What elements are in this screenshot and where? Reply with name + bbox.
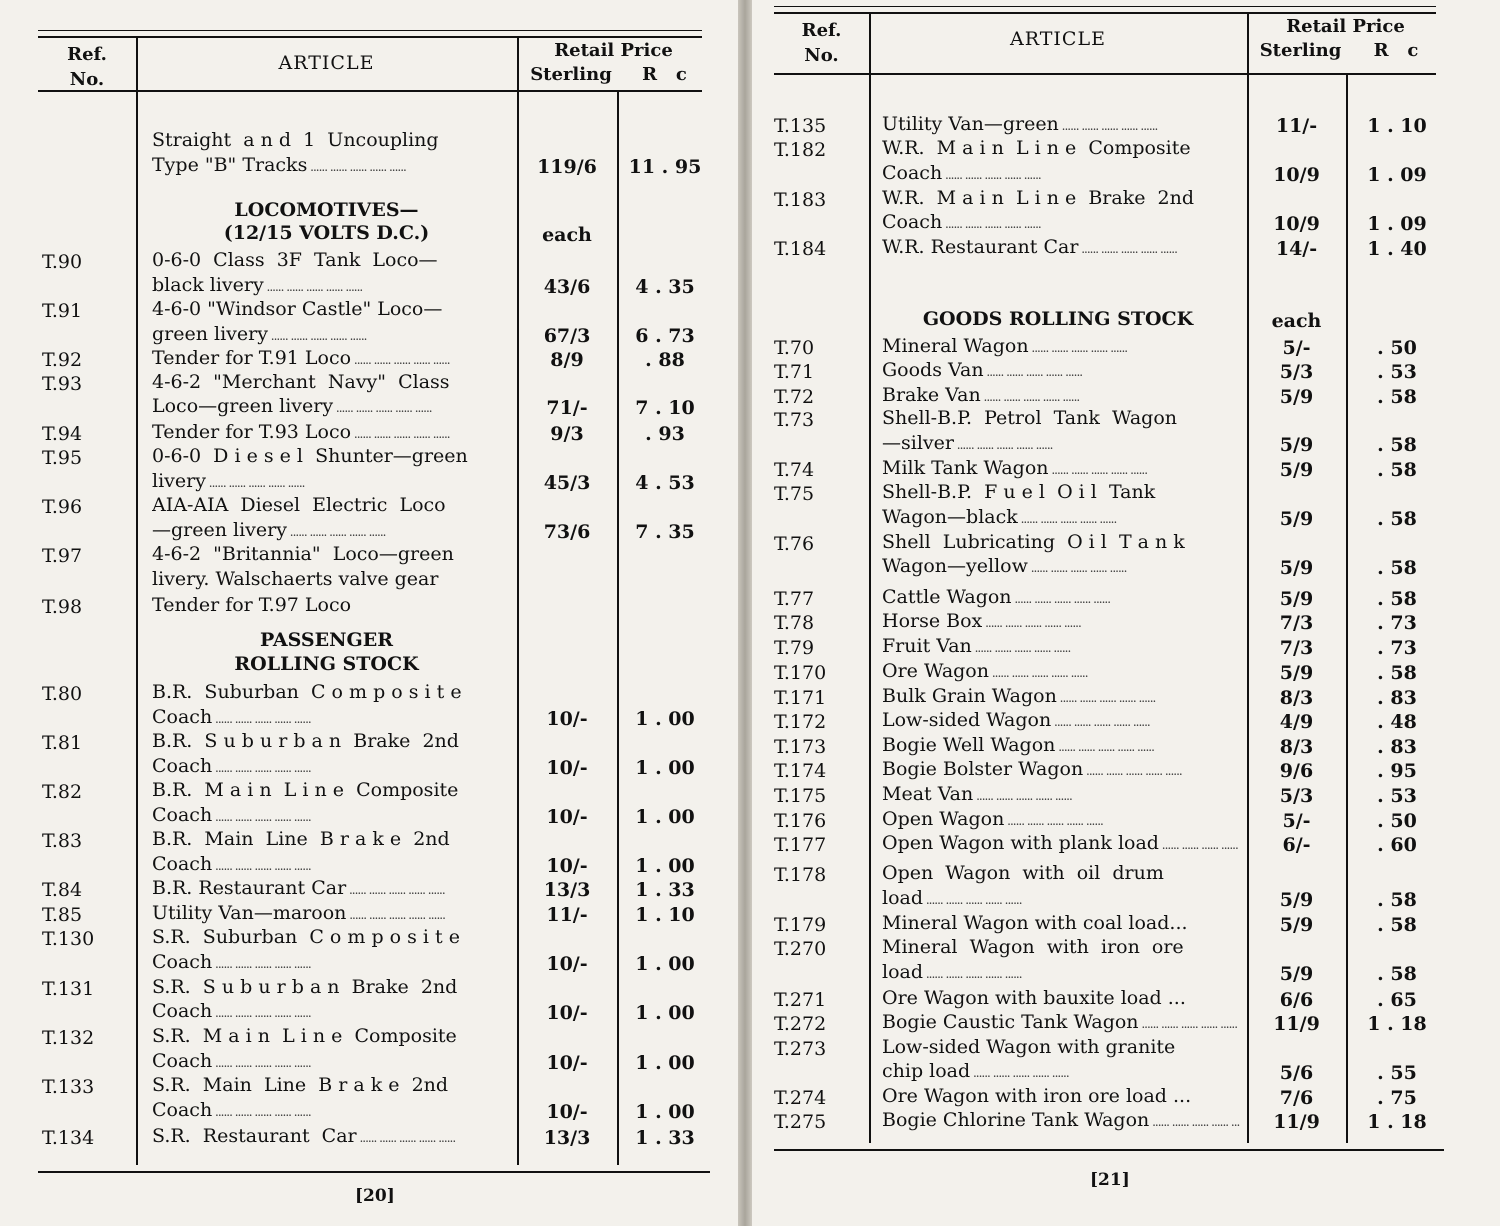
left-ref-no: T.133 xyxy=(42,1076,95,1098)
right-ref-no: T.270 xyxy=(774,938,827,960)
left-article-text: Utility Van—maroon ..... xyxy=(152,901,507,927)
right-price-rand-cents: . 48 xyxy=(1377,711,1417,733)
right-price-rand-cents: . 58 xyxy=(1377,662,1417,684)
right-article-text: Ore Wagon with bauxite load ... xyxy=(882,987,1186,1009)
right-price-sterling: 9/6 xyxy=(1279,760,1314,782)
right-price-rand-cents: . 58 xyxy=(1377,508,1417,530)
right-header-ref-line2: No. xyxy=(804,45,839,66)
right-ref-no: T.274 xyxy=(774,1087,827,1109)
left-ref-no: T.85 xyxy=(42,904,83,926)
left-price-rand-cents: 11 . 95 xyxy=(628,156,702,178)
left-price-sterling: 9/3 xyxy=(550,423,584,445)
right-price-rand-cents: . 75 xyxy=(1377,1087,1417,1109)
left-price-sterling: 10/- xyxy=(546,1101,588,1123)
left-article-text: B.R. S u b u r b a n Brake 2nd xyxy=(152,730,459,752)
left-ref-no: T.82 xyxy=(42,781,83,803)
right-ref-no: T.74 xyxy=(774,459,815,481)
left-article-text: Coach ..... xyxy=(152,950,507,976)
right-ref-no: T.77 xyxy=(774,588,815,610)
left-ref-no: T.132 xyxy=(42,1027,95,1049)
right-article-text: Ore Wagon with iron ore load ... xyxy=(882,1085,1192,1107)
right-ref-no: T.183 xyxy=(774,189,827,211)
right-ref-no: T.72 xyxy=(774,386,815,408)
left-article-text: S.R. Restaurant Car ..... xyxy=(152,1124,507,1150)
right-price-sterling: 5/6 xyxy=(1279,1062,1314,1084)
left-column-rule-2 xyxy=(517,36,519,1165)
left-article-text: Coach ..... xyxy=(152,999,507,1025)
right-article-text: —silver ..... xyxy=(882,431,1240,457)
left-article-text: S.R. M a i n L i n e Composite xyxy=(152,1025,457,1047)
right-article-text: Mineral Wagon with coal load... xyxy=(882,912,1188,934)
left-article-text: Coach ..... xyxy=(152,852,507,878)
right-header-ref-line1: Ref. xyxy=(801,20,842,41)
left-price-sterling: 13/3 xyxy=(543,879,591,901)
left-article-text: —green livery ..... xyxy=(152,518,507,544)
left-price-rand-cents: 1 . 00 xyxy=(635,855,695,877)
right-price-rand-cents: . 73 xyxy=(1377,637,1417,659)
left-price-rand-cents: 4 . 35 xyxy=(635,276,695,298)
right-ref-no: T.75 xyxy=(774,483,815,505)
left-article-text: Tender for T.91 Loco ..... xyxy=(152,346,507,372)
left-section-title: (12/15 VOLTS D.C.) xyxy=(223,222,430,244)
right-price-rand-cents: . 58 xyxy=(1377,557,1417,579)
right-ref-no: T.71 xyxy=(774,361,815,383)
right-top-rule-thin xyxy=(774,6,1436,7)
right-price-sterling: 7/3 xyxy=(1279,612,1314,634)
right-ref-no: T.271 xyxy=(774,989,827,1011)
left-page-number: [20] xyxy=(355,1186,395,1206)
left-page xyxy=(0,0,738,1226)
right-header-rc: R c xyxy=(1373,40,1419,61)
left-price-sterling: 43/6 xyxy=(543,276,591,298)
right-article-text: Low-sided Wagon ..... xyxy=(882,708,1240,734)
left-price-rand-cents: 1 . 33 xyxy=(635,879,695,901)
left-article-text: B.R. Main Line B r a k e 2nd xyxy=(152,828,450,850)
right-header-ref xyxy=(774,18,869,68)
right-article-text: Low-sided Wagon with granite xyxy=(882,1036,1176,1058)
right-price-sterling: 5/9 xyxy=(1279,508,1314,530)
left-price-sterling: 67/3 xyxy=(543,325,591,347)
right-ref-no: T.272 xyxy=(774,1013,827,1035)
right-price-rand-cents: . 58 xyxy=(1377,588,1417,610)
right-price-sterling: 7/6 xyxy=(1279,1087,1314,1109)
right-price-sterling: 11/9 xyxy=(1273,1013,1320,1035)
right-ref-no: T.177 xyxy=(774,834,827,856)
right-price-sterling: 11/- xyxy=(1275,115,1318,137)
left-ref-no: T.131 xyxy=(42,978,95,1000)
left-price-sterling: 10/- xyxy=(546,806,588,828)
left-price-sterling: 73/6 xyxy=(543,521,591,543)
right-price-rand-cents: . 58 xyxy=(1377,963,1417,985)
right-article-text: Goods Van ..... xyxy=(882,358,1240,384)
right-price-sterling: 5/3 xyxy=(1279,361,1314,383)
right-price-rand-cents: . 58 xyxy=(1377,889,1417,911)
right-price-rand-cents: . 58 xyxy=(1377,914,1417,936)
left-article-text: Coach ..... xyxy=(152,754,507,780)
left-ref-no: T.97 xyxy=(42,545,83,567)
left-article-text: S.R. Main Line B r a k e 2nd xyxy=(152,1074,449,1096)
right-column-rule-3 xyxy=(1346,73,1348,1143)
left-price-sterling: 8/9 xyxy=(550,349,584,371)
right-article-text: Milk Tank Wagon ..... xyxy=(882,456,1240,482)
right-article-text: chip load ..... xyxy=(882,1059,1240,1085)
right-price-sterling: 8/3 xyxy=(1279,736,1314,758)
right-article-text: Shell-B.P. F u e l O i l Tank xyxy=(882,481,1156,503)
left-article-text: Loco—green livery ..... xyxy=(152,394,507,420)
right-ref-no: T.135 xyxy=(774,115,827,137)
right-article-text: Wagon—yellow ..... xyxy=(882,554,1240,580)
right-article-text: Meat Van ..... xyxy=(882,782,1240,808)
right-ref-no: T.76 xyxy=(774,533,815,555)
left-price-sterling: 10/- xyxy=(546,757,588,779)
right-article-text: Shell Lubricating O i l T a n k xyxy=(882,531,1185,553)
left-article-text: B.R. Restaurant Car ..... xyxy=(152,876,507,902)
right-price-rand-cents: . 58 xyxy=(1377,386,1417,408)
right-ref-no: T.179 xyxy=(774,914,827,936)
left-price-rand-cents: 1 . 10 xyxy=(635,904,695,926)
left-header-ref xyxy=(38,42,136,92)
right-article-text: Mineral Wagon with iron ore xyxy=(882,936,1184,958)
left-price-rand-cents: 1 . 00 xyxy=(635,953,695,975)
right-price-sterling: 7/3 xyxy=(1279,637,1314,659)
right-ref-no: T.70 xyxy=(774,337,815,359)
book-gutter xyxy=(738,0,752,1226)
left-header-ref-line1: Ref. xyxy=(67,44,107,65)
right-price-rand-cents: . 65 xyxy=(1377,989,1417,1011)
right-article-text: Open Wagon with oil drum xyxy=(882,862,1164,884)
right-article-text: Shell-B.P. Petrol Tank Wagon xyxy=(882,407,1178,429)
left-top-rule-thin xyxy=(38,30,702,31)
left-price-rand-cents: 1 . 33 xyxy=(635,1127,695,1149)
right-price-sterling: 5/9 xyxy=(1279,459,1314,481)
right-ref-no: T.175 xyxy=(774,785,827,807)
left-price-rand-cents: 4 . 53 xyxy=(635,472,695,494)
right-price-sterling: 10/9 xyxy=(1273,213,1320,235)
left-price-rand-cents: 1 . 00 xyxy=(635,1101,695,1123)
right-article-text: Open Wagon with plank load ..... xyxy=(882,831,1240,857)
right-price-rand-cents: 1 . 10 xyxy=(1367,115,1427,137)
right-price-rand-cents: 1 . 40 xyxy=(1367,238,1427,260)
left-price-rand-cents: 7 . 35 xyxy=(635,521,695,543)
left-ref-no: T.84 xyxy=(42,879,83,901)
left-section-title: ROLLING STOCK xyxy=(234,653,419,675)
left-article-text: 4-6-2 "Britannia" Loco—green xyxy=(152,543,454,565)
left-price-sterling: 45/3 xyxy=(543,472,591,494)
right-ref-no: T.79 xyxy=(774,637,815,659)
left-price-sterling: each xyxy=(542,224,592,246)
left-article-text: Coach ..... xyxy=(152,803,507,829)
right-price-sterling: 5/9 xyxy=(1279,914,1314,936)
right-ref-no: T.178 xyxy=(774,864,827,886)
right-article-text: W.R. M a i n L i n e Composite xyxy=(882,137,1191,159)
left-price-sterling: 10/- xyxy=(546,1002,588,1024)
right-article-text: Ore Wagon ..... xyxy=(882,659,1240,685)
left-price-sterling: 119/6 xyxy=(537,156,597,178)
right-price-sterling: 5/9 xyxy=(1279,963,1314,985)
right-ref-no: T.173 xyxy=(774,736,827,758)
right-article-text: load ..... xyxy=(882,886,1240,912)
right-ref-no: T.172 xyxy=(774,711,827,733)
right-article-text: Brake Van ..... xyxy=(882,383,1240,409)
right-price-sterling: 14/- xyxy=(1275,238,1318,260)
left-header-article: ARTICLE xyxy=(278,52,375,74)
left-price-rand-cents: 6 . 73 xyxy=(635,325,695,347)
right-price-sterling: 6/- xyxy=(1282,834,1311,856)
right-article-text: load ..... xyxy=(882,960,1240,986)
left-section-title: LOCOMOTIVES— xyxy=(234,199,419,221)
right-ref-no: T.73 xyxy=(774,409,815,431)
right-ref-no: T.176 xyxy=(774,810,827,832)
right-article-text: Mineral Wagon ..... xyxy=(882,334,1240,360)
left-ref-no: T.83 xyxy=(42,830,83,852)
right-price-sterling: 5/9 xyxy=(1279,662,1314,684)
right-article-text: Cattle Wagon ..... xyxy=(882,585,1240,611)
left-article-text: Coach ..... xyxy=(152,1098,507,1124)
left-article-text: Straight a n d 1 Uncoupling xyxy=(152,129,439,151)
right-article-text: Bogie Bolster Wagon ..... xyxy=(882,757,1240,783)
left-article-text: 4-6-2 "Merchant Navy" Class xyxy=(152,371,450,393)
right-ref-no: T.273 xyxy=(774,1038,827,1060)
right-article-text: Utility Van—green ..... xyxy=(882,112,1240,138)
left-article-text: S.R. Suburban C o m p o s i t e xyxy=(152,926,460,948)
right-article-text: Bogie Well Wagon ..... xyxy=(882,733,1240,759)
right-ref-no: T.78 xyxy=(774,612,815,634)
right-header-article: ARTICLE xyxy=(1010,28,1106,50)
right-price-sterling: 5/9 xyxy=(1279,557,1314,579)
left-price-rand-cents: 1 . 00 xyxy=(635,757,695,779)
left-article-text: 4-6-0 "Windsor Castle" Loco— xyxy=(152,298,443,320)
left-price-sterling: 10/- xyxy=(546,1052,588,1074)
left-article-text: livery ..... xyxy=(152,469,507,495)
left-article-text: green livery ..... xyxy=(152,322,507,348)
right-price-rand-cents: . 60 xyxy=(1377,834,1417,856)
right-price-rand-cents: . 83 xyxy=(1377,736,1417,758)
right-ref-no: T.275 xyxy=(774,1111,827,1133)
right-page xyxy=(752,0,1500,1226)
right-price-rand-cents: . 58 xyxy=(1377,459,1417,481)
left-header-ref-line2: No. xyxy=(69,69,105,90)
left-price-sterling: 13/3 xyxy=(543,1127,591,1149)
left-article-text: 0-6-0 Class 3F Tank Loco— xyxy=(152,249,438,271)
right-price-rand-cents: . 55 xyxy=(1377,1062,1417,1084)
left-ref-no: T.92 xyxy=(42,349,83,371)
right-price-sterling: 4/9 xyxy=(1279,711,1314,733)
right-price-rand-cents: . 50 xyxy=(1377,337,1417,359)
right-ref-no: T.174 xyxy=(774,760,827,782)
right-article-text: W.R. M a i n L i n e Brake 2nd xyxy=(882,187,1195,209)
left-article-text: B.R. M a i n L i n e Composite xyxy=(152,779,459,801)
left-article-text: Coach ..... xyxy=(152,705,507,731)
right-bottom-rule xyxy=(774,1149,1444,1151)
left-article-text: Type "B" Tracks ..... xyxy=(152,153,507,179)
left-header-rc: R c xyxy=(642,64,687,85)
right-price-rand-cents: . 53 xyxy=(1377,785,1417,807)
left-ref-no: T.130 xyxy=(42,928,95,950)
left-header-sterling: Sterling xyxy=(530,64,612,85)
right-price-sterling: 5/9 xyxy=(1279,889,1314,911)
left-ref-no: T.91 xyxy=(42,300,83,322)
left-price-rand-cents: 1 . 00 xyxy=(635,1002,695,1024)
left-article-text: Tender for T.97 Loco xyxy=(152,594,352,616)
left-header-retail-price: Retail Price xyxy=(554,40,673,61)
left-price-rand-cents: 1 . 00 xyxy=(635,1052,695,1074)
right-price-rand-cents: . 83 xyxy=(1377,687,1417,709)
right-price-rand-cents: . 58 xyxy=(1377,434,1417,456)
right-price-rand-cents: 1 . 09 xyxy=(1367,213,1427,235)
right-article-text: Coach ..... xyxy=(882,210,1240,236)
right-ref-no: T.171 xyxy=(774,687,827,709)
right-price-sterling: 5/9 xyxy=(1279,434,1314,456)
left-price-sterling: 11/- xyxy=(546,904,588,926)
right-article-text: Bulk Grain Wagon ..... xyxy=(882,684,1240,710)
left-article-text: 0-6-0 D i e s e l Shunter—green xyxy=(152,445,468,467)
right-price-rand-cents: 1 . 18 xyxy=(1367,1013,1427,1035)
right-price-sterling: 8/3 xyxy=(1279,687,1314,709)
right-price-sterling: 5/3 xyxy=(1279,785,1314,807)
left-price-rand-cents: . 93 xyxy=(645,423,685,445)
left-price-sterling: 71/- xyxy=(546,397,588,419)
left-price-sterling: 10/- xyxy=(546,708,588,730)
left-ref-no: T.134 xyxy=(42,1127,95,1149)
right-column-rule-1 xyxy=(869,12,871,1143)
right-price-sterling: 5/9 xyxy=(1279,588,1314,610)
right-article-text: Bogie Caustic Tank Wagon ..... xyxy=(882,1010,1240,1036)
left-price-sterling: 10/- xyxy=(546,953,588,975)
right-article-text: Open Wagon ..... xyxy=(882,807,1240,833)
left-article-text: Coach ..... xyxy=(152,1049,507,1075)
left-price-rand-cents: 1 . 00 xyxy=(635,708,695,730)
left-price-sterling: 10/- xyxy=(546,855,588,877)
left-price-rand-cents: . 88 xyxy=(645,349,685,371)
right-price-rand-cents: 1 . 18 xyxy=(1367,1111,1427,1133)
right-ref-no: T.184 xyxy=(774,238,827,260)
left-ref-no: T.80 xyxy=(42,683,83,705)
left-ref-no: T.81 xyxy=(42,732,83,754)
left-article-text: S.R. S u b u r b a n Brake 2nd xyxy=(152,976,458,998)
right-article-text: Bogie Chlorine Tank Wagon ..... xyxy=(882,1108,1240,1134)
left-ref-no: T.98 xyxy=(42,596,83,618)
left-article-text: black livery ..... xyxy=(152,273,507,299)
left-ref-no: T.94 xyxy=(42,423,83,445)
right-price-rand-cents: . 53 xyxy=(1377,361,1417,383)
right-price-sterling: each xyxy=(1271,310,1322,332)
right-ref-no: T.182 xyxy=(774,139,827,161)
left-ref-no: T.93 xyxy=(42,373,83,395)
left-price-rand-cents: 7 . 10 xyxy=(635,397,695,419)
right-price-rand-cents: . 73 xyxy=(1377,612,1417,634)
left-price-rand-cents: 1 . 00 xyxy=(635,806,695,828)
left-article-text: livery. Walschaerts valve gear xyxy=(152,568,439,590)
left-article-text: AIA-AIA Diesel Electric Loco xyxy=(152,494,446,516)
right-header-rule xyxy=(774,73,1436,75)
right-article-text: Wagon—black ..... xyxy=(882,505,1240,531)
right-price-sterling: 5/- xyxy=(1282,810,1311,832)
right-price-sterling: 10/9 xyxy=(1273,164,1320,186)
left-column-rule-3 xyxy=(617,90,619,1165)
right-price-sterling: 11/9 xyxy=(1273,1111,1320,1133)
right-article-text: Fruit Van ..... xyxy=(882,634,1240,660)
right-section-title: GOODS ROLLING STOCK xyxy=(922,308,1194,330)
left-bottom-rule xyxy=(38,1171,710,1173)
left-article-text: Tender for T.93 Loco ..... xyxy=(152,420,507,446)
left-ref-no: T.96 xyxy=(42,496,83,518)
left-ref-no: T.95 xyxy=(42,447,83,469)
right-article-text: W.R. Restaurant Car ..... xyxy=(882,235,1240,261)
left-ref-no: T.90 xyxy=(42,251,83,273)
left-article-text: B.R. Suburban C o m p o s i t e xyxy=(152,681,462,703)
right-price-sterling: 6/6 xyxy=(1279,989,1314,1011)
right-price-sterling: 5/9 xyxy=(1279,386,1314,408)
right-header-sterling: Sterling xyxy=(1259,40,1342,61)
right-price-rand-cents: . 50 xyxy=(1377,810,1417,832)
right-header-retail-price: Retail Price xyxy=(1286,16,1405,37)
right-price-sterling: 5/- xyxy=(1282,337,1311,359)
right-article-text: Coach ..... xyxy=(882,161,1240,187)
left-section-title: PASSENGER xyxy=(259,629,394,651)
right-article-text: Horse Box ..... xyxy=(882,609,1240,635)
right-price-rand-cents: 1 . 09 xyxy=(1367,164,1427,186)
right-page-number: [21] xyxy=(1090,1170,1130,1190)
right-price-rand-cents: . 95 xyxy=(1377,760,1417,782)
right-ref-no: T.170 xyxy=(774,662,827,684)
